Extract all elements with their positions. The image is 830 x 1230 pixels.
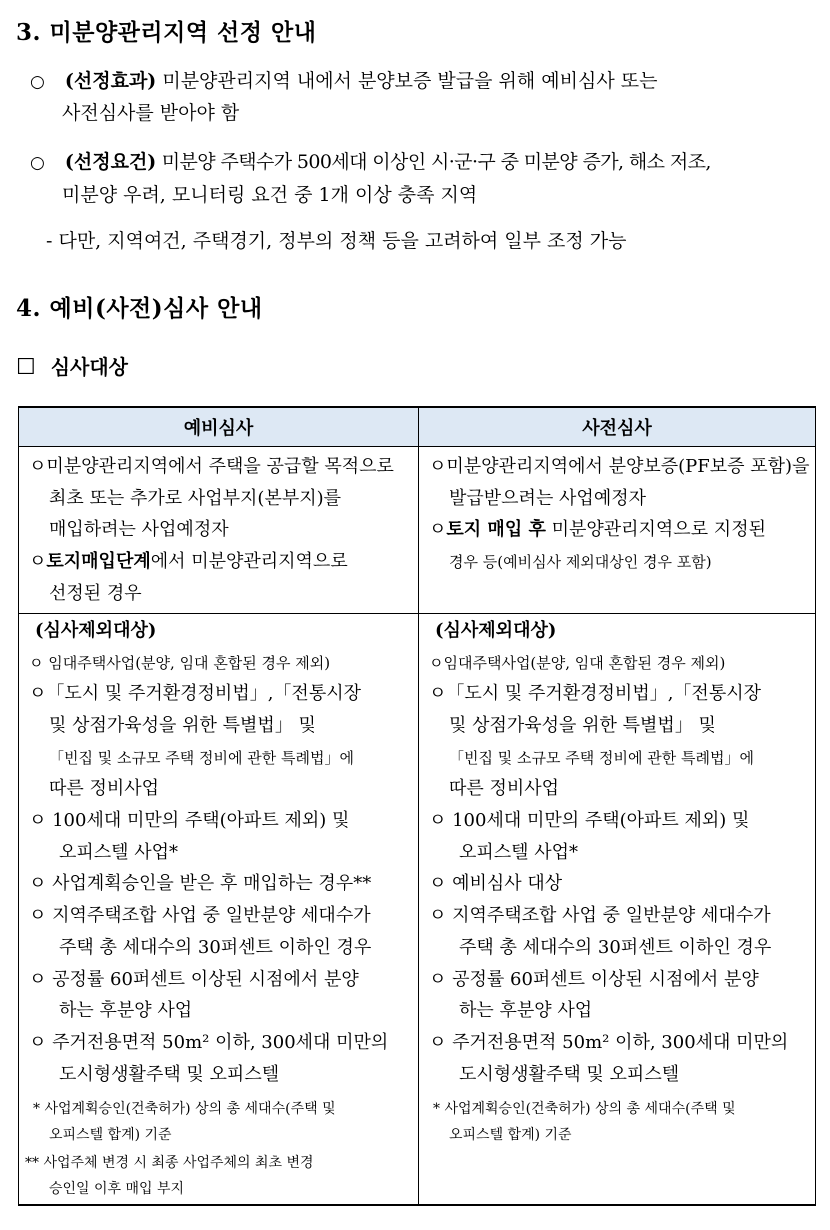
- line: 발급받으려는 사업예정자: [449, 488, 646, 509]
- bullet-icon: ○: [30, 72, 45, 92]
- line: ㅇ 100세대 미만의 주택(아파트 제외) 및: [29, 810, 350, 831]
- footnote: 승인일 이후 매입 부지: [49, 1181, 185, 1197]
- line: ㅇ미분양관리지역에서 주택을 공급할 목적으로: [29, 456, 394, 477]
- line: ㅇ 공정률 60퍼센트 이상된 시점에서 분양: [29, 969, 359, 990]
- prior-exclusions-cell: [419, 614, 816, 1206]
- line: 경우 등(예비심사 제외대상인 경우 포함): [449, 553, 712, 571]
- bullet-icon: ㅇ: [29, 551, 47, 572]
- line: 선정된 경우: [49, 583, 142, 604]
- exclusions-title: (심사제외대상): [35, 620, 157, 641]
- line: ㅇ임대주택사업(분양, 임대 혼합된 경우 제외): [429, 654, 726, 672]
- preliminary-exclusions-cell: [19, 614, 419, 1206]
- section4-title: 4. 예비(사전)심사 안내: [16, 295, 263, 322]
- requirement-label: (선정요건): [64, 151, 157, 173]
- line: 「빈집 및 소규모 주택 정비에 관한 특례법」에: [49, 749, 354, 767]
- line: 매입하려는 사업예정자: [49, 519, 229, 540]
- line: [429, 519, 766, 541]
- line: ㅇ 공정률 60퍼센트 이상된 시점에서 분양: [429, 969, 759, 990]
- bullet-icon: ○: [30, 153, 45, 173]
- line: 따른 정비사업: [49, 778, 160, 799]
- bullet-icon: ㅇ: [429, 519, 447, 540]
- footnote: * 사업계획승인(건축허가) 상의 총 세대수(주택 및: [33, 1101, 336, 1117]
- effect-bullet-line: [30, 70, 657, 93]
- adjustment-note: - 다만, 지역여건, 주택경기, 정부의 정책 등을 고려하여 일부 조정 가능: [46, 230, 627, 252]
- line: 및 상점가육성을 위한 특별법」 및: [449, 715, 716, 736]
- effect-label: (선정효과): [64, 70, 157, 92]
- line: 하는 후분양 사업: [59, 1000, 193, 1021]
- line: 「빈집 및 소규모 주택 정비에 관한 특례법」에: [449, 749, 754, 767]
- header-preliminary-review: 예비심사: [19, 407, 419, 447]
- bold-text: 토지매입단계: [46, 551, 151, 572]
- line: ㅇ 지역주택조합 사업 중 일반분양 세대수가: [29, 905, 371, 926]
- section3-title: 3. 미분양관리지역 선정 안내: [16, 19, 317, 46]
- review-table: [18, 406, 816, 1206]
- requirement-continuation: 미분양 우려, 모니터링 요건 중 1개 이상 충족 지역: [62, 184, 478, 206]
- bold-text: 토지 매입 후: [446, 519, 546, 540]
- line: ㅇ 사업계획승인을 받은 후 매입하는 경우**: [29, 873, 372, 894]
- text: 에서 미분양관리지역으로: [150, 551, 348, 572]
- line: ㅇ 주거전용면적 50m² 이하, 300세대 미만의: [429, 1032, 789, 1053]
- line: [29, 551, 348, 573]
- requirement-bullet-line: [30, 151, 711, 174]
- line: 도시형생활주택 및 오피스텔: [459, 1064, 680, 1085]
- text: 미분양관리지역으로 지정된: [545, 519, 766, 540]
- prior-targets-cell: [419, 447, 816, 614]
- checkbox-icon: ☐: [16, 355, 36, 380]
- line: ㅇ 100세대 미만의 주택(아파트 제외) 및: [429, 810, 750, 831]
- line: ㅇ미분양관리지역에서 분양보증(PF보증 포함)을: [429, 456, 810, 477]
- line: 및 상점가육성을 위한 특별법」 및: [49, 715, 316, 736]
- line: 도시형생활주택 및 오피스텔: [59, 1064, 280, 1085]
- requirement-text: 미분양 주택수가 500세대 이상인 시·군·구 중 미분양 증가, 해소 저조,: [156, 151, 711, 173]
- line: ㅇ「도시 및 주거환경정비법」,「전통시장: [429, 683, 761, 704]
- line: ㅇ「도시 및 주거환경정비법」,「전통시장: [29, 683, 361, 704]
- line: 주택 총 세대수의 30퍼센트 이하인 경우: [59, 937, 372, 958]
- line: ㅇ 임대주택사업(분양, 임대 혼합된 경우 제외): [29, 654, 331, 672]
- exclusions-title: (심사제외대상): [435, 620, 557, 641]
- line: 오피스텔 사업*: [459, 842, 579, 863]
- footnote: ** 사업주체 변경 시 최종 사업주체의 최초 변경: [25, 1155, 314, 1171]
- footnote: * 사업계획승인(건축허가) 상의 총 세대수(주택 및: [433, 1101, 736, 1117]
- line: 따른 정비사업: [449, 778, 560, 799]
- line: 하는 후분양 사업: [459, 1000, 593, 1021]
- effect-continuation: 사전심사를 받아야 함: [62, 102, 240, 124]
- footnote: 오피스텔 합계) 기준: [449, 1127, 572, 1143]
- subheading-text: 심사대상: [50, 355, 128, 379]
- footnote: 오피스텔 합계) 기준: [49, 1127, 172, 1143]
- line: 주택 총 세대수의 30퍼센트 이하인 경우: [459, 937, 772, 958]
- effect-text: 미분양관리지역 내에서 분양보증 발급을 위해 예비심사 또는: [156, 70, 658, 92]
- line: ㅇ 주거전용면적 50m² 이하, 300세대 미만의: [29, 1032, 389, 1053]
- preliminary-targets-cell: [19, 447, 419, 614]
- line: 오피스텔 사업*: [59, 842, 179, 863]
- review-target-subheading: [16, 356, 128, 379]
- line: ㅇ 지역주택조합 사업 중 일반분양 세대수가: [429, 905, 771, 926]
- line: ㅇ 예비심사 대상: [429, 873, 563, 894]
- header-prior-review: 사전심사: [419, 407, 816, 447]
- line: 최초 또는 추가로 사업부지(본부지)를: [49, 488, 342, 509]
